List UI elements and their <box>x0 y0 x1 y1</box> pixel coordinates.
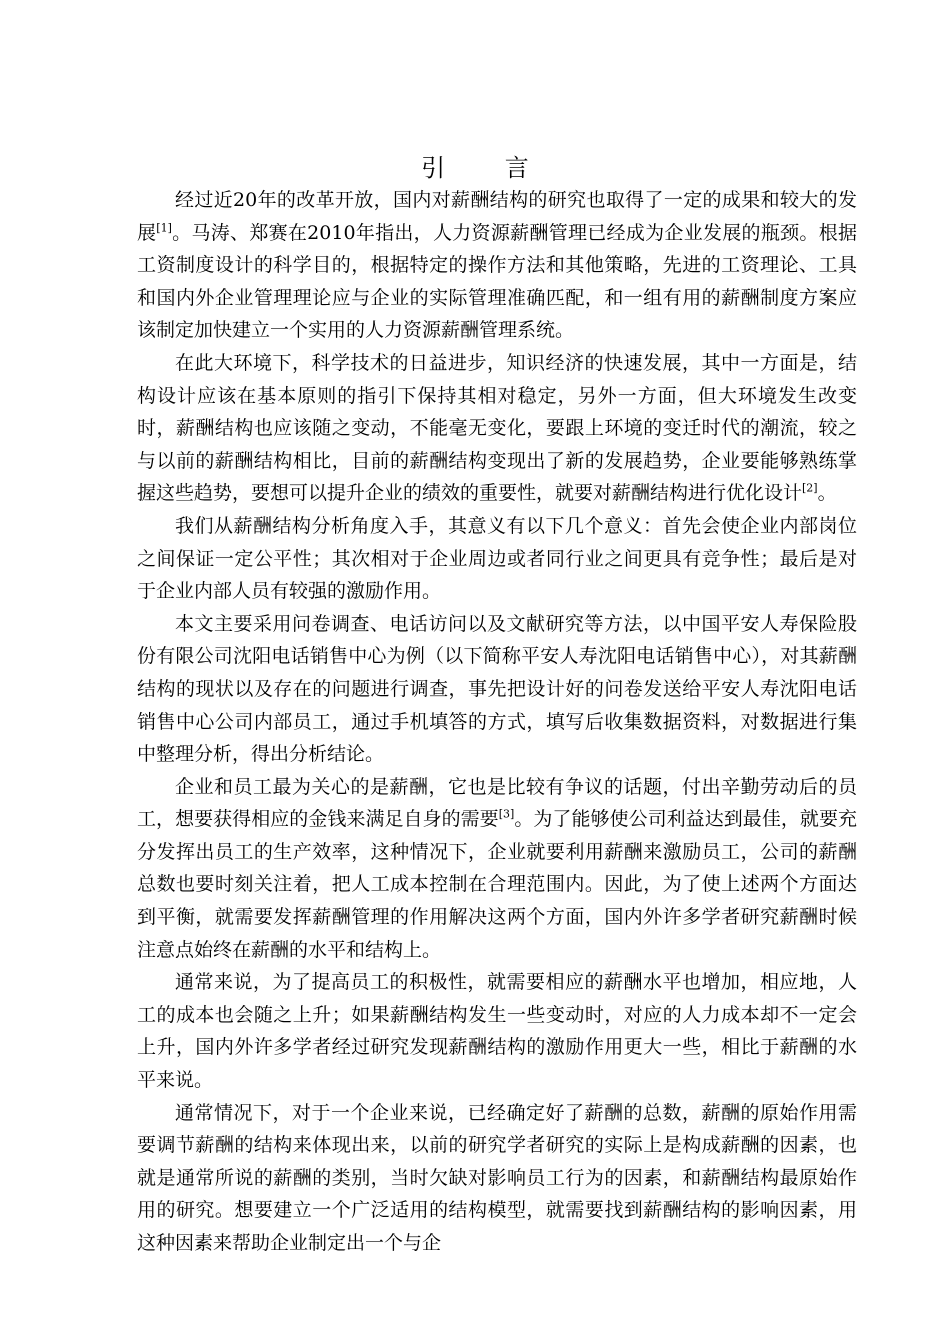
body-text <box>137 184 857 1260</box>
paragraph-text: 通常情况下，对于一个企业来说，已经确定好了薪酬的总数，薪酬的原始作用需要调节薪酬的结构来体现出来，以前的研究学者研究的实际上是构成薪酬的因素，也就是通常所说的薪酬的类别，当时欠缺对影响员工行为的因素，和薪酬结构最原始作用的研究。想要建立一个广泛适用的结构模型，就需要找到薪酬结构的影响因素，用这种因素来帮助企业制定出一个与企 <box>137 1101 857 1254</box>
paragraph-text: 经过近20年的改革开放，国内对薪酬结构的研究也取得了一定的成果和较大的发展 <box>137 189 857 244</box>
paragraph-text: 。 <box>817 482 837 505</box>
paragraph <box>137 184 857 347</box>
page-title: 引 言 <box>421 154 555 182</box>
paragraph <box>137 1097 857 1260</box>
paragraph-text: 本文主要采用问卷调查、电话访问以及文献研究等方法，以中国平安人寿保险股份有限公司沈阳电话销售中心为例（以下简称平安人寿沈阳电话销售中心），对其薪酬结构的现状以及存在的问题进行调查，事先把设计好的问卷发送给平安人寿沈阳电话销售中心公司内部员工，通过手机填答的方式，填写后收集数据资料，对数据进行集中整理分析，得出分析结论。 <box>137 612 857 766</box>
paragraph <box>137 510 857 608</box>
paragraph-text: 。为了能够使公司利益达到最佳，就要充分发挥出员工的生产效率，这种情况下，企业就要利用薪酬来激励员工，公司的薪酬总数也要时刻关注着，把人工成本控制在合理范围内。因此，为了使上述两个方面达到平衡，就需要发挥薪酬管理的作用解决这两个方面，国内外许多学者研究薪酬时候注意点始终在薪酬的水平和结构上。 <box>137 808 857 961</box>
paragraph <box>137 966 857 1096</box>
paragraph-text: 企业和员工最为关心的是薪酬，它也是比较有争议的话题，付出辛勤劳动后的员工，想要获得相应的金钱来满足自身的需要 <box>137 775 857 831</box>
paragraph <box>137 771 857 967</box>
citation-ref: [1] <box>156 221 172 235</box>
citation-ref: [3] <box>498 807 515 821</box>
paragraph-text: 通常来说，为了提高员工的积极性，就需要相应的薪酬水平也增加，相应地，人工的成本也会随之上升；如果薪酬结构发生一些变动时，对应的人力成本却不一定会上升，国内外许多学者经过研究发现薪酬结构的激励作用更大一些，相比于薪酬的水平来说。 <box>137 971 857 1092</box>
paragraph-text: 在此大环境下，科学技术的日益进步，知识经济的快速发展，其中一方面是，结构设计应该在基本原则的指引下保持其相对稳定，另外一方面，但大环境发生改变时，薪酬结构也应该随之变动，不能毫无变化，要跟上环境的变迁时代的潮流，较之与以前的薪酬结构相比，目前的薪酬结构变现出了新的发展趋势，企业要能够熟练掌握这些趋势，要想可以提升企业的绩效的重要性，就要对薪酬结构进行优化设计 <box>137 351 857 505</box>
paragraph-text: 我们从薪酬结构分析角度入手，其意义有以下几个意义：首先会使企业内部岗位之间保证一定公平性；其次相对于企业周边或者同行业之间更具有竞争性；最后是对于企业内部人员有较强的激励作用。 <box>137 514 857 603</box>
paragraph-text: 。马涛、郑赛在2010年指出，人力资源薪酬管理已经成为企业发展的瓶颈。根据工资制度设计的科学目的，根据特定的操作方法和其他策略，先进的工资理论、工具和国内外企业管理理论应与企业的实际管理准确匹配，和一组有用的薪酬制度方案应该制定加快建立一个实用的人力资源薪酬管理系统。 <box>137 221 857 342</box>
paragraph <box>137 347 857 510</box>
citation-ref: [2] <box>802 482 818 496</box>
paragraph <box>137 608 857 771</box>
